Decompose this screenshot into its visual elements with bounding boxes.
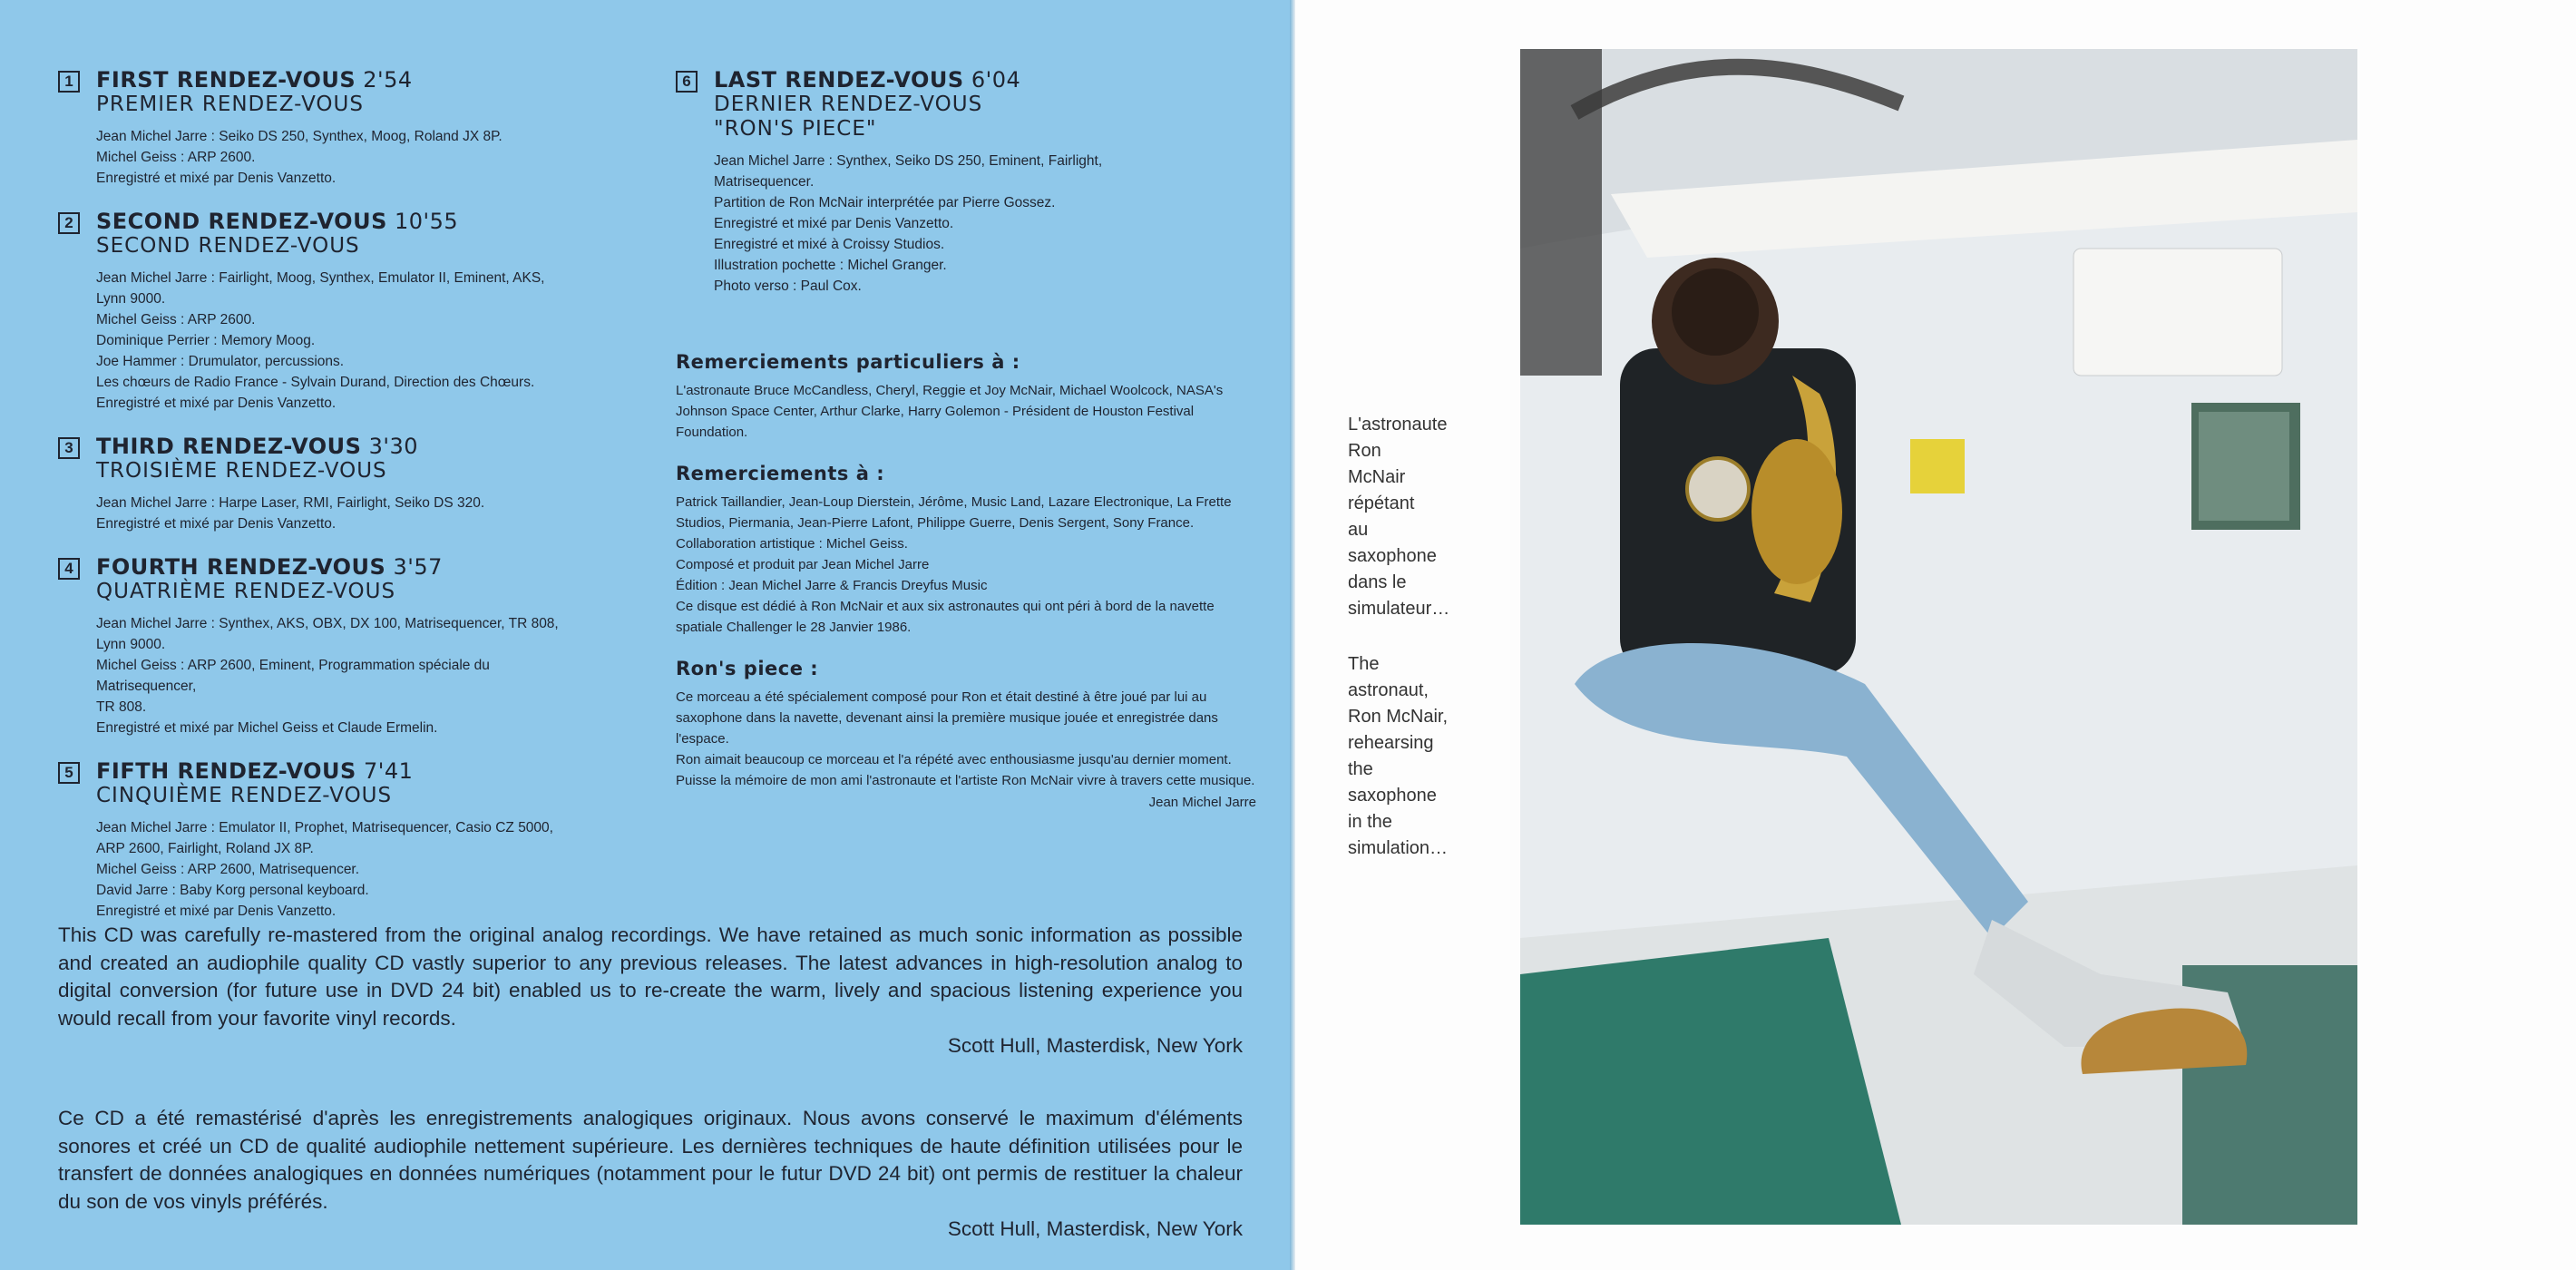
track-credits [96, 613, 639, 738]
track-number-box: 6 [676, 71, 698, 93]
credit-line: Enregistré et mixé par Denis Vanzetto. [96, 516, 337, 532]
caption-line: au [1348, 520, 1369, 540]
credit-line: Joe Hammer : Drumulator, percussions. [96, 354, 345, 369]
track-duration: 6'04 [971, 67, 1021, 93]
credit-line: Enregistré et mixé par Denis Vanzetto. [96, 171, 337, 186]
track-2 [58, 209, 639, 414]
remaster-credit: Scott Hull, Masterdisk, New York [947, 1034, 1243, 1057]
track-duration: 3'57 [393, 554, 443, 580]
track-number-box: 2 [58, 212, 80, 234]
track-title: LAST RENDEZ-VOUS [714, 67, 964, 93]
track-credits [96, 268, 639, 414]
credit-line: Dominique Perrier : Memory Moog. [96, 333, 316, 348]
rons-piece-heading: Ron's piece : [676, 658, 819, 679]
caption-line: in the [1348, 812, 1392, 832]
credit-line: David Jarre : Baby Korg personal keyboard. [96, 883, 369, 898]
caption-line: simulateur… [1348, 599, 1450, 619]
credit-line: ARP 2600, Fairlight, Roland JX 8P. [96, 841, 314, 856]
credit-line: Illustration pochette : Michel Granger. [714, 258, 947, 273]
thanks-line: Ce disque est dédié à Ron McNair et aux six astronautes qui ont péri à bord de la navette spatiale Challenger le 28 Janvier 1986. [676, 599, 1215, 635]
caption-line: dans le [1348, 572, 1407, 592]
credit-line: Photo verso : Paul Cox. [714, 278, 862, 294]
track-credits [96, 817, 639, 922]
track-1 [58, 67, 639, 189]
track-credits [96, 493, 639, 534]
cabin-locker [2073, 249, 2282, 376]
credit-line: Lynn 9000. [96, 291, 166, 307]
saxophone-bell [1751, 439, 1842, 584]
track-number-box: 3 [58, 437, 80, 459]
crewmember-silhouette [1520, 49, 1602, 376]
track-subtitle: QUATRIÈME RENDEZ-VOUS [96, 580, 396, 603]
astronaut-face [1672, 269, 1759, 356]
track-number-box: 1 [58, 71, 80, 93]
track-5 [58, 758, 639, 922]
caption-line: saxophone [1348, 786, 1437, 806]
special-thanks-body: L'astronaute Bruce McCandless, Cheryl, Reggie et Joy McNair, Michael Woolcock, NASA's Johnson Space Center, Arthur Clarke, Harry Golemon - Président de Houston Festival Foundation. [676, 383, 1224, 440]
credit-line: Matrisequencer, [96, 679, 197, 694]
remaster-text: This CD was carefully re-mastered from the original analog recordings. We have retained as much sonic information as possible and created an audiophile quality CD vastly superior to any previous releases. The latest advances in high-resolution analog to digital conversion (for future use in DVD 24 bit) enabled us to re-create the warm, lively and spacious listening experience you would recall from your favorite vinyl records. [58, 923, 1243, 1030]
thanks-line: Édition : Jean Michel Jarre & Francis Dreyfus Music [676, 578, 988, 593]
thanks-section [676, 463, 1256, 638]
thanks-heading: Remerciements à : [676, 463, 885, 484]
credit-line: Enregistré et mixé par Denis Vanzetto. [96, 904, 337, 919]
track-duration: 2'54 [363, 67, 413, 93]
track-title: FOURTH RENDEZ-VOUS [96, 554, 386, 580]
credit-line: Lynn 9000. [96, 637, 166, 652]
caption-line: The [1348, 654, 1380, 674]
track-duration: 10'55 [395, 209, 459, 234]
remaster-note-english [58, 922, 1243, 1060]
thanks-line: Patrick Taillandier, Jean-Loup Dierstein, Jérôme, Music Land, Lazare Electronique, La Frette Studios, Piermania, Jean-Pierre Lafont, Philippe Guerre, Denis Sergent, Sony France. [676, 494, 1232, 531]
credit-line: Enregistré et mixé par Denis Vanzetto. [714, 216, 954, 231]
credit-line: Michel Geiss : ARP 2600, Eminent, Programmation spéciale du [96, 658, 490, 673]
credit-line: Enregistré et mixé à Croissy Studios. [714, 237, 945, 252]
credit-line: Jean Michel Jarre : Synthex, AKS, OBX, DX 100, Matrisequencer, TR 808, [96, 616, 559, 631]
credit-line: Michel Geiss : ARP 2600. [96, 150, 256, 165]
track-title: FIRST RENDEZ-VOUS [96, 67, 356, 93]
rons-piece-body [676, 687, 1256, 791]
caption-line: rehearsing [1348, 733, 1434, 753]
track-subtitle: TROISIÈME RENDEZ-VOUS [96, 459, 387, 483]
track-duration: 3'30 [368, 434, 418, 459]
rons-piece-line: Ce morceau a été spécialement composé pour Ron et était destiné à être joué par lui au saxophone dans la navette, devenant ainsi la première musique jouée et enregistrée dans l'espace. [676, 689, 1218, 747]
track-subtitle: PREMIER RENDEZ-VOUS [96, 93, 364, 116]
rons-piece-line: Ron aimait beaucoup ce morceau et l'a répété avec enthousiasme jusqu'au dernier moment. [676, 752, 1232, 767]
track-subtitle: SECOND RENDEZ-VOUS [96, 234, 360, 258]
track-number-box: 5 [58, 762, 80, 784]
track-title: THIRD RENDEZ-VOUS [96, 434, 362, 459]
track-title: SECOND RENDEZ-VOUS [96, 209, 387, 234]
remaster-credit: Scott Hull, Masterdisk, New York [947, 1217, 1243, 1240]
remaster-note-french [58, 1105, 1243, 1244]
caption-line: Ron McNair, [1348, 707, 1449, 727]
credit-line: Jean Michel Jarre : Seiko DS 250, Synthex, Moog, Roland JX 8P. [96, 129, 503, 144]
track-subtitle-2: "RON'S PIECE" [714, 117, 877, 141]
yellow-label [1910, 439, 1965, 493]
astronaut-saxophone-photo [1520, 49, 2357, 1225]
credit-line: Enregistré et mixé par Denis Vanzetto. [96, 396, 337, 411]
mission-patch [1687, 458, 1749, 520]
thanks-line: Composé et produit par Jean Michel Jarre [676, 557, 930, 572]
rons-piece-line: Puisse la mémoire de mon ami l'astronaute et l'artiste Ron McNair vivre à travers cette musique. [676, 773, 1255, 788]
caption-line: L'astronaute [1348, 415, 1448, 435]
caption-line: astronaut, [1348, 680, 1429, 700]
thanks-body [676, 492, 1256, 638]
rons-piece-signature: Jean Michel Jarre [1148, 795, 1256, 810]
photo-caption-french [1348, 412, 1449, 622]
thanks-line: Collaboration artistique : Michel Geiss. [676, 536, 908, 552]
credit-line: Michel Geiss : ARP 2600, Matrisequencer. [96, 862, 360, 877]
credit-line: Jean Michel Jarre : Synthex, Seiko DS 250, Eminent, Fairlight, [714, 153, 1103, 169]
photo-caption-english [1348, 651, 1448, 862]
remaster-text: Ce CD a été remastérisé d'après les enregistrements analogiques originaux. Nous avons conservé le maximum d'éléments sonores et créé un CD de qualité audiophile nettement supérieure. Les dernières techniques de haute définition utilisées pour le transfert de données analogiques en données numériques (notamment pour le futur DVD 24 bit) ont permis de restituer la chaleur du son de vos vinyls préférés. [58, 1107, 1243, 1213]
photo-illustration [1520, 49, 2357, 1225]
track-number-box: 4 [58, 558, 80, 580]
track-subtitle: DERNIER RENDEZ-VOUS [714, 93, 983, 116]
track-title: FIFTH RENDEZ-VOUS [96, 758, 356, 784]
caption-line: répétant [1348, 493, 1415, 513]
track-6 [676, 67, 1256, 297]
rons-piece-section [676, 658, 1256, 810]
caption-line: saxophone [1348, 546, 1437, 566]
credit-line: Jean Michel Jarre : Harpe Laser, RMI, Fairlight, Seiko DS 320. [96, 495, 485, 511]
track-subtitle: CINQUIÈME RENDEZ-VOUS [96, 784, 393, 807]
track-duration: 7'41 [363, 758, 414, 784]
caption-line: McNair [1348, 467, 1406, 487]
caption-line: simulation… [1348, 838, 1449, 858]
track-credits [96, 126, 639, 189]
special-thanks-section [676, 351, 1256, 443]
control-panel-inner [2199, 412, 2289, 521]
credit-line: TR 808. [96, 699, 147, 715]
credit-line: Les chœurs de Radio France - Sylvain Durand, Direction des Chœurs. [96, 375, 535, 390]
credit-line: Partition de Ron McNair interprétée par Pierre Gossez. [714, 195, 1056, 210]
credit-line: Jean Michel Jarre : Emulator II, Prophet, Matrisequencer, Casio CZ 5000, [96, 820, 553, 835]
caption-line: Ron [1348, 441, 1381, 461]
track-3 [58, 434, 639, 534]
credit-line: Matrisequencer. [714, 174, 815, 190]
track-4 [58, 554, 639, 738]
credit-line: Michel Geiss : ARP 2600. [96, 312, 256, 327]
credit-line: Jean Michel Jarre : Fairlight, Moog, Synthex, Emulator II, Eminent, AKS, [96, 270, 545, 286]
track-list-left [58, 67, 639, 942]
credit-line: Enregistré et mixé par Michel Geiss et Claude Ermelin. [96, 720, 438, 736]
track-list-right [676, 67, 1256, 810]
special-thanks-heading: Remerciements particuliers à : [676, 351, 1020, 373]
track-credits [714, 151, 1256, 297]
caption-line: the [1348, 759, 1373, 779]
